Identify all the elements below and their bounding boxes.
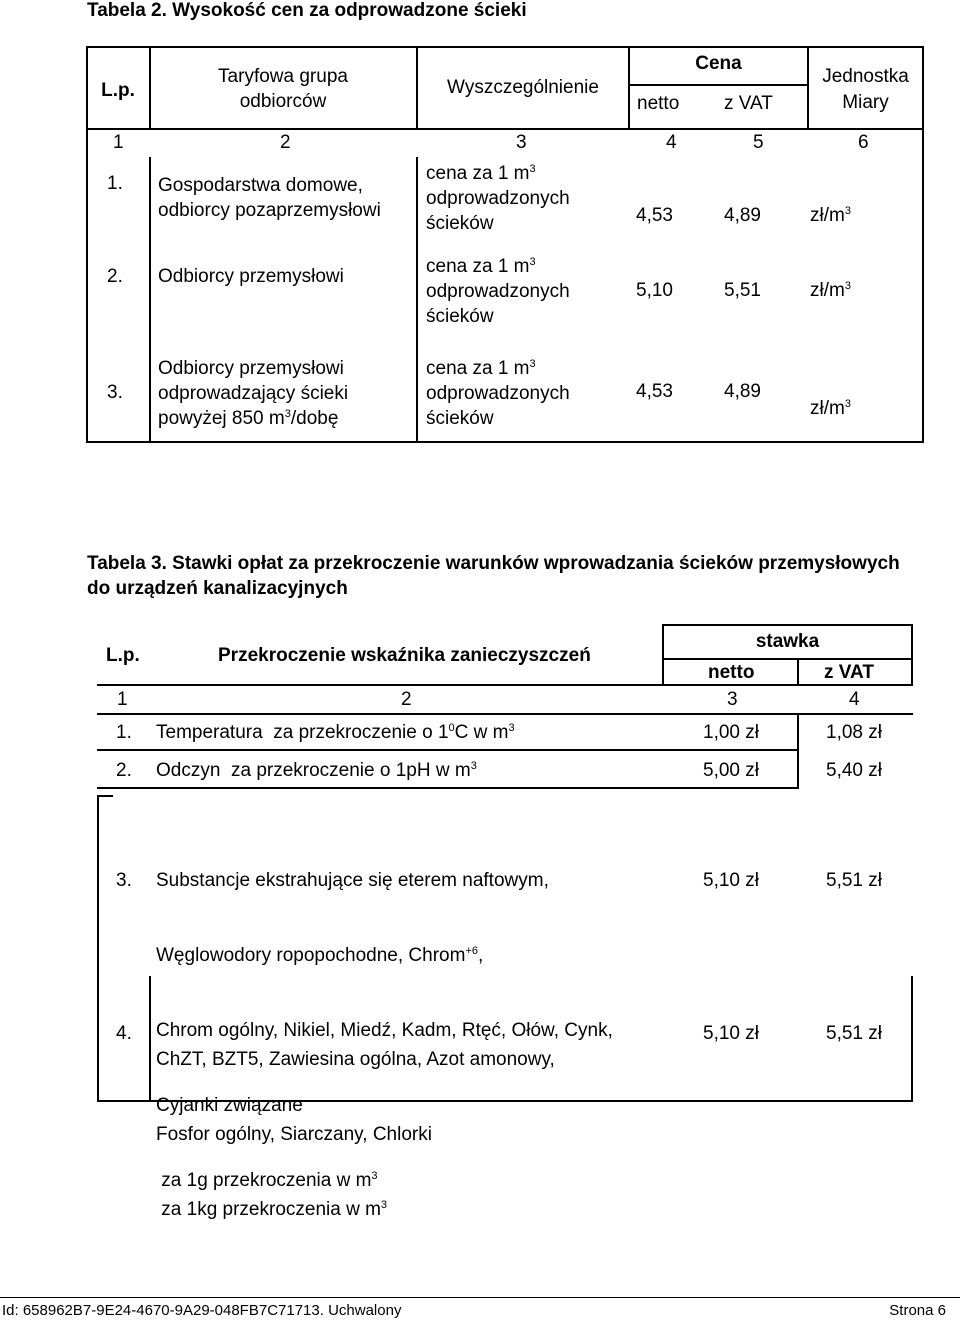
table2-row3-group-line1: Odbiorcy przemysłowi <box>158 358 344 379</box>
table2-row2-lp: 2. <box>107 266 123 287</box>
table2-header-vat: z VAT <box>724 93 773 114</box>
table2-row2-unit <box>810 280 851 302</box>
table3-colnum-3: 3 <box>727 689 738 710</box>
table3-row3-desc-line2-suffix: , <box>478 945 484 966</box>
table3-caption-line1: Tabela 3. Stawki opłat za przekroczenie warunków wprowadzania ścieków przemysłowych <box>87 553 900 574</box>
table3-row3-desc-line4: Cyjanki związane <box>156 1095 303 1116</box>
table3-row4-desc-line1: ChZT, BZT5, Zawiesina ogólna, Azot amonowy, <box>156 1049 555 1070</box>
table2-row3-spec-line1: cena za 1 m <box>426 358 530 379</box>
table2-header-lp: L.p. <box>101 80 135 101</box>
superscript: 3 <box>508 722 515 734</box>
table2-row1-spec-line1: cena za 1 m <box>426 163 530 184</box>
table3-header-lp: L.p. <box>106 645 140 666</box>
table2-colnum-5: 5 <box>753 132 764 153</box>
table2-row1-spec-line3: ścieków <box>426 213 494 234</box>
superscript: 3 <box>529 358 536 370</box>
table2-header-group-line2: odbiorców <box>239 91 327 112</box>
table3-row1-desc-text2: C w m <box>454 722 509 743</box>
table2-header-spec: Wyszczególnienie <box>447 77 599 98</box>
table3-row3-lp: 3. <box>116 870 132 891</box>
superscript: 3 <box>284 408 291 420</box>
superscript: 3 <box>844 398 851 410</box>
table2-row1-group-line1: Gospodarstwa domowe, <box>158 175 363 196</box>
table2-row1-spec-line2: odprowadzonych <box>426 188 570 209</box>
table3-header-exceed: Przekroczenie wskaźnika zanieczyszczeń <box>218 645 591 666</box>
superscript: 3 <box>844 205 851 217</box>
superscript: 3 <box>380 1199 388 1211</box>
table3-caption <box>87 551 900 601</box>
table3-colnum-1: 1 <box>117 689 128 710</box>
superscript: +6 <box>465 945 478 957</box>
table2-row2-unit-text: zł/m <box>810 280 845 301</box>
table3-row2-lp: 2. <box>116 760 132 781</box>
table2-colnum-3: 3 <box>516 132 527 153</box>
table2-row2-spec-line1: cena za 1 m <box>426 256 530 277</box>
table2-header-unit <box>809 64 922 116</box>
table3-header-netto: netto <box>708 662 755 683</box>
table2-header-netto: netto <box>637 93 680 114</box>
table3-row1-netto: 1,00 zł <box>703 722 759 743</box>
table3-header-rate: stawka <box>755 631 820 652</box>
table2-row1-lp: 1. <box>107 173 123 194</box>
table2-row3-netto: 4,53 <box>636 381 673 402</box>
table2-caption: Tabela 2. Wysokość cen za odprowadzone ścieki <box>87 0 527 21</box>
table2-colnum-4: 4 <box>666 132 677 153</box>
table2-colnum-6: 6 <box>858 132 869 153</box>
table2-header-unit-line1: Jednostka <box>822 66 909 87</box>
superscript: 3 <box>470 760 477 772</box>
table2-row3-lp: 3. <box>107 382 123 403</box>
table3-row3-netto: 5,10 zł <box>703 870 759 891</box>
table2-colnum-1: 1 <box>113 132 124 153</box>
superscript: 0 <box>448 722 455 734</box>
table3-row4-desc-line2: Fosfor ogólny, Siarczany, Chlorki <box>156 1124 432 1145</box>
table2-row2-spec-line3: ścieków <box>426 306 494 327</box>
superscript: 3 <box>529 163 536 175</box>
table3-row3-desc-line2: Węglowodory ropopochodne, Chrom <box>156 945 466 966</box>
table3-row4-vat: 5,51 zł <box>826 1023 882 1044</box>
table3-row1-lp: 1. <box>116 722 132 743</box>
table2-row3-group-line3-suffix: /dobę <box>290 408 339 429</box>
table3-colnum-4: 4 <box>849 689 860 710</box>
table2-row2-group: Odbiorcy przemysłowi <box>158 266 344 287</box>
table3-row4-desc-line3: za 1kg przekroczenia w m <box>156 1199 381 1220</box>
table3-row3-vat: 5,51 zł <box>826 870 882 891</box>
table3-row4-lp: 4. <box>116 1023 132 1044</box>
table3-row2-netto: 5,00 zł <box>703 760 759 781</box>
table2-row3-unit <box>810 398 851 420</box>
table3-header-vat: z VAT <box>824 662 874 683</box>
superscript: 3 <box>844 280 851 292</box>
footer-page-number: Strona 6 <box>889 1302 946 1319</box>
table3-row4-netto: 5,10 zł <box>703 1023 759 1044</box>
table2-row3-group-line3: powyżej 850 m <box>158 408 285 429</box>
table2-row1-unit-text: zł/m <box>810 205 845 226</box>
table2-header-price: Cena <box>695 53 742 74</box>
table2-row3-group <box>158 356 348 431</box>
table3-row1-vat: 1,08 zł <box>826 722 882 743</box>
table2-row1-netto: 4,53 <box>636 205 673 226</box>
table2-header-unit-line2: Miary <box>842 92 889 113</box>
table2-row1-spec <box>426 161 570 236</box>
table2-row1-unit <box>810 205 851 227</box>
table3-row4-desc <box>156 997 555 1272</box>
superscript: 3 <box>529 256 536 268</box>
table2-row1-group-line2: odbiorcy pozaprzemysłowi <box>158 200 381 221</box>
table3-row3-desc-line5: za 1g przekroczenia w m <box>156 1170 372 1191</box>
footer-divider <box>0 1297 960 1298</box>
table3-row3-desc-line1: Substancje ekstrahujące się eterem naftowym, <box>156 870 549 891</box>
table3-row2-desc-text: Odczyn za przekroczenie o 1pH w m <box>156 760 471 781</box>
table2-header-group-line1: Taryfowa grupa <box>218 66 348 87</box>
table3-row3-desc-line3: Chrom ogólny, Nikiel, Miedź, Kadm, Rtęć, Ołów, Cynk, <box>156 1020 613 1041</box>
table2-row2-spec <box>426 254 570 329</box>
table3-row1-desc-text: Temperatura za przekroczenie o 1 <box>156 722 449 743</box>
table3-caption-line2: do urządzeń kanalizacyjnych <box>87 578 348 599</box>
table2-row3-spec <box>426 356 570 431</box>
table2-row3-unit-text: zł/m <box>810 398 845 419</box>
table3-row2-desc <box>156 760 477 782</box>
superscript: 3 <box>371 1170 378 1182</box>
table2-row2-netto: 5,10 <box>636 280 673 301</box>
table3-row1-desc <box>156 722 515 744</box>
table3-colnum-2: 2 <box>401 689 412 710</box>
table2-row1-vat: 4,89 <box>724 205 761 226</box>
table3-row2-vat: 5,40 zł <box>826 760 882 781</box>
table2-row3-spec-line3: ścieków <box>426 408 494 429</box>
table2-row2-spec-line2: odprowadzonych <box>426 281 570 302</box>
table2-row1-group <box>158 173 381 223</box>
table2-row2-vat: 5,51 <box>724 280 761 301</box>
footer-id: Id: 658962B7-9E24-4670-9A29-048FB7C71713. Uchwalony <box>2 1302 402 1319</box>
table2-colnum-2: 2 <box>280 132 291 153</box>
table2-header-group <box>151 64 415 114</box>
table2-row3-group-line2: odprowadzający ścieki <box>158 383 349 404</box>
table2-row3-spec-line2: odprowadzonych <box>426 383 570 404</box>
table2-row3-vat: 4,89 <box>724 381 761 402</box>
